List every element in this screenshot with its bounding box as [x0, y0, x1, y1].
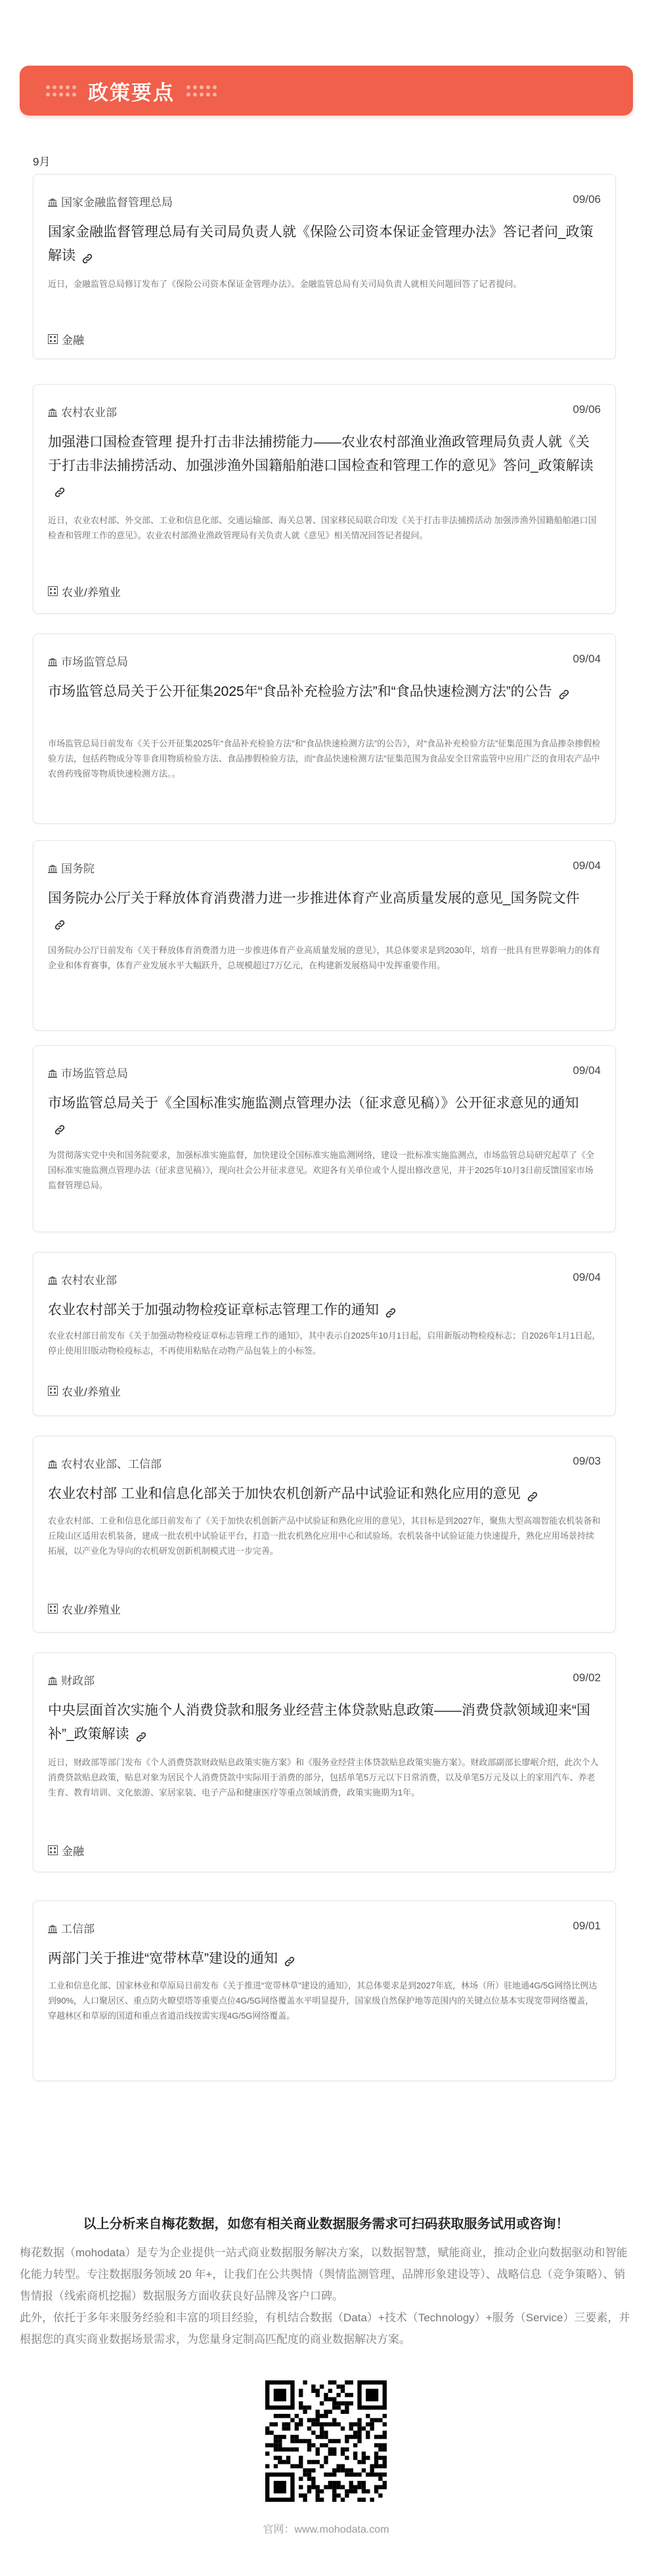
card-date: 09/06: [573, 193, 601, 205]
policy-card[interactable]: [33, 633, 616, 824]
card-title-link[interactable]: [48, 887, 596, 934]
card-date: 09/04: [573, 1064, 601, 1077]
institution-icon: [48, 1675, 57, 1684]
link-icon[interactable]: [135, 1728, 148, 1741]
card-title-link[interactable]: [48, 680, 596, 704]
card-title: 农业农村部关于加强动物检疫证章标志管理工作的通知: [48, 1302, 379, 1318]
policy-card[interactable]: [33, 384, 616, 614]
card-meta: [48, 859, 601, 876]
card-source: 农村农业部: [61, 1274, 117, 1287]
card-meta: [48, 1671, 601, 1688]
card-title-link[interactable]: [48, 1699, 596, 1746]
card-date: 09/06: [573, 403, 601, 416]
card-meta: [48, 403, 601, 419]
card-tag: [48, 1842, 84, 1858]
card-date: 09/02: [573, 1671, 601, 1684]
link-icon[interactable]: [53, 1121, 66, 1134]
policy-card[interactable]: [33, 1900, 616, 2081]
policy-card[interactable]: [33, 174, 616, 359]
card-summary: 工业和信息化部、国家林业和草原局日前发布《关于推进“宽带林草”建设的通知》，其总体要求是到2027年底，林场（所）驻地通4G/5G网络比例达到90%，人口聚居区、重点防火瞭望塔等重要点位4G/5G网络覆盖水平明显提升，国家级自然保护地等范围内的关键点位基本实现宽带网络覆盖，穿越林区和草原的国道和重点省道沿线按需实现4G/5G网络覆盖。: [48, 1981, 598, 2021]
page-title: 政策要点: [88, 81, 175, 104]
decorative-dots-left: [46, 85, 76, 97]
card-meta: [48, 653, 601, 669]
card-date: 09/03: [573, 1455, 601, 1467]
footer-cta: 以上分析来自梅花数据，如您有相关商业数据服务需求可扫码获取服务试用或咨询！: [83, 2217, 569, 2231]
card-title: 中央层面首次实施个人消费贷款和服务业经营主体贷款贴息政策——消费贷款领域迎来“国补”_政策解读: [48, 1703, 590, 1742]
card-title-link[interactable]: [48, 431, 596, 502]
card-summary: 国务院办公厅日前发布《关于释放体育消费潜力进一步推进体育产业高质量发展的意见》，其总体要求是到2030年，培育一批具有世界影响力的体育企业和体育赛事，体育产业发展水平大幅跃升，总规模超过7万亿元，在构建新发展格局中发挥重要作用。: [48, 945, 601, 970]
card-title: 市场监管总局关于公开征集2025年“食品补充检验方法”和“食品快速检测方法”的公告: [48, 684, 552, 699]
card-tag-label: 农业/养殖业: [62, 1386, 121, 1398]
header-banner: [20, 66, 633, 116]
institution-icon: [48, 197, 57, 205]
card-tag-label: 金融: [62, 334, 84, 347]
institution-icon: [48, 1275, 57, 1283]
card-tag: [48, 583, 121, 599]
category-icon: [48, 1386, 58, 1396]
card-summary: 为贯彻落实党中央和国务院要求，加强标准实施监督，加快建设全国标准实施监测网络，建设一批标准实施监测点，市场监管总局研究起草了《全国标准实施监测点管理办法（征求意见稿）》，现向社会公开征求意见。欢迎各有关单位或个人提出修改意见，并于2025年10月3日前反馈国家市场监督管理总局。: [48, 1150, 595, 1190]
card-date: 09/04: [573, 1271, 601, 1283]
institution-icon: [48, 1068, 57, 1077]
card-title: 市场监管总局关于《全国标准实施监测点管理办法（征求意见稿）》公开征求意见的通知: [48, 1096, 579, 1111]
footer-website: 官网：www.mohodata.com: [263, 2524, 389, 2535]
card-tag: [48, 1383, 121, 1399]
card-source: 农村农业部、工信部: [61, 1458, 162, 1470]
card-title-link[interactable]: [48, 221, 596, 268]
card-tag: [48, 1600, 121, 1617]
card-source: 国家金融监督管理总局: [61, 196, 173, 209]
card-title: 加强港口国检查管理 提升打击非法捕捞能力——农业农村部渔业渔政管理局负责人就《关于打击非法捕捞活动、加强涉渔外国籍船舶港口国检查和管理工作的意见》答问_政策解读: [48, 435, 594, 473]
link-icon[interactable]: [81, 249, 94, 263]
card-meta: [48, 1064, 601, 1081]
card-summary: 农业农村部、工业和信息化部日前发布了《关于加快农机创新产品中试验证和熟化应用的意见》，其目标是到2027年，聚焦大型高端智能农机装备和丘陵山区适用农机装备，建成一批农机中试验证平台，打造一批农机熟化应用中心和试验场。农机装备中试验证能力快速提升，熟化应用场景持续拓展，以产业化为导向的农机研发创新机制模式进一步完善。: [48, 1516, 601, 1556]
card-title-link[interactable]: [48, 1947, 596, 1971]
card-source: 市场监管总局: [61, 656, 128, 668]
card-source: 市场监管总局: [61, 1067, 128, 1080]
card-title: 国务院办公厅关于释放体育消费潜力进一步推进体育产业高质量发展的意见_国务院文件: [48, 891, 580, 906]
institution-icon: [48, 656, 57, 665]
category-icon: [48, 586, 58, 596]
institution-icon: [48, 863, 57, 872]
card-summary: 近日，财政部等部门发布《个人消费贷款财政贴息政策实施方案》和《服务业经营主体贷款贴息政策实施方案》。财政部副部长廖岷介绍，此次个人消费贷款贴息政策，贴息对象为居民个人消费贷款中实际用于消费的部分，包括单笔5万元以下日常消费，以及单笔5万元及以上的家用汽车、养老生育、教育培训、文化旅游、家居家装、电子产品和健康医疗等重点领域消费，政策实施期为1年。: [48, 1757, 599, 1797]
policy-card[interactable]: [33, 840, 616, 1031]
card-summary: 市场监管总局日前发布《关于公开征集2025年“食品补充检验方法”和“食品快速检测方法”的公告》，对“食品补充检验方法”征集范围为食品掺杂掺假检验方法，包括药物成分等非食用物质检验方法、食品掺假检验方法，而“食品快速检测方法”征集范围为食品安全日常监管中应用广泛的食用农产品中农兽药残留等物质快速检测方法。。: [48, 739, 601, 779]
card-tag-label: 金融: [62, 1845, 84, 1858]
category-icon: [48, 334, 58, 344]
footer-service-paragraph: 此外，依托于多年来服务经验和丰富的项目经验，有机结合数据（Data）+技术（Technology）+服务（Service）三要素，并根据您的真实商业数据场景需求，为您量身定制高匹配度的商业数据解决方案。: [20, 2311, 630, 2346]
card-date: 09/01: [573, 1920, 601, 1932]
card-tag-label: 农业/养殖业: [62, 586, 121, 599]
card-summary: 近日，金融监管总局修订发布了《保险公司资本保证金管理办法》。金融监管总局有关司局负责人就相关问题回答了记者提问。: [48, 279, 522, 289]
policy-card[interactable]: [33, 1045, 616, 1232]
category-icon: [48, 1604, 58, 1614]
institution-icon: [48, 407, 57, 416]
link-icon[interactable]: [283, 1952, 296, 1965]
card-date: 09/04: [573, 653, 601, 665]
card-source: 国务院: [61, 863, 95, 875]
policy-card[interactable]: [33, 1436, 616, 1633]
card-meta: [48, 1455, 601, 1471]
card-title: 国家金融监督管理总局有关司局负责人就《保险公司资本保证金管理办法》答记者问_政策解读: [48, 225, 594, 263]
card-title-link[interactable]: [48, 1482, 596, 1506]
card-title: 农业农村部 工业和信息化部关于加快农机创新产品中试验证和熟化应用的意见: [48, 1486, 521, 1501]
card-meta: [48, 1271, 601, 1287]
card-date: 09/04: [573, 859, 601, 872]
link-icon[interactable]: [526, 1488, 539, 1501]
card-title-link[interactable]: [48, 1299, 596, 1322]
card-source: 工信部: [61, 1923, 95, 1935]
footer-intro-paragraph: 梅花数据（mohodata）是专为企业提供一站式商业数据服务解决方案，以数据智慧，赋能商业，推动企业向数据驱动和智能化能力转型。专注数据服务领域 20 年+，让我们在公共舆情（舆情监测管理、品牌形象建设等）、战略信息（竞争策略）、销售情报（线索商机挖掘）数据服务方面收获良好品牌及客户口碑。: [20, 2246, 628, 2302]
card-meta: [48, 193, 601, 209]
link-icon[interactable]: [557, 685, 571, 698]
link-icon[interactable]: [384, 1304, 397, 1317]
qr-code: [265, 2380, 387, 2502]
card-meta: [48, 1920, 601, 1936]
category-icon: [48, 1845, 58, 1855]
card-tag: [48, 331, 84, 347]
card-summary: 农业农村部日前发布《关于加强动物检疫证章标志管理工作的通知》，其中表示自2025年10月1日起，启用新版动物检疫标志；自2026年1月1日起，停止使用旧版动物检疫标志，不再使用粘贴在动物产品包装上的小标签。: [48, 1331, 601, 1356]
institution-icon: [48, 1923, 57, 1932]
month-label: 9月: [33, 156, 51, 168]
decorative-dots-right: [186, 85, 217, 97]
card-source: 财政部: [61, 1675, 95, 1687]
card-summary: 近日，农业农村部、外交部、工业和信息化部、交通运输部、海关总署、国家移民局联合印发《关于打击非法捕捞活动 加强涉渔外国籍船舶港口国检查和管理工作的意见》。农业农村部渔业渔政管理局有关负责人就《意见》相关情况回答记者提问。: [48, 515, 597, 540]
link-icon[interactable]: [53, 483, 66, 496]
card-tag-label: 农业/养殖业: [62, 1604, 121, 1616]
card-title: 两部门关于推进“宽带林草”建设的通知: [48, 1951, 278, 1966]
link-icon[interactable]: [53, 916, 66, 929]
card-source: 农村农业部: [61, 406, 117, 419]
institution-icon: [48, 1459, 57, 1467]
card-title-link[interactable]: [48, 1092, 596, 1139]
policy-card[interactable]: [33, 1252, 616, 1416]
policy-card[interactable]: [33, 1652, 616, 1872]
